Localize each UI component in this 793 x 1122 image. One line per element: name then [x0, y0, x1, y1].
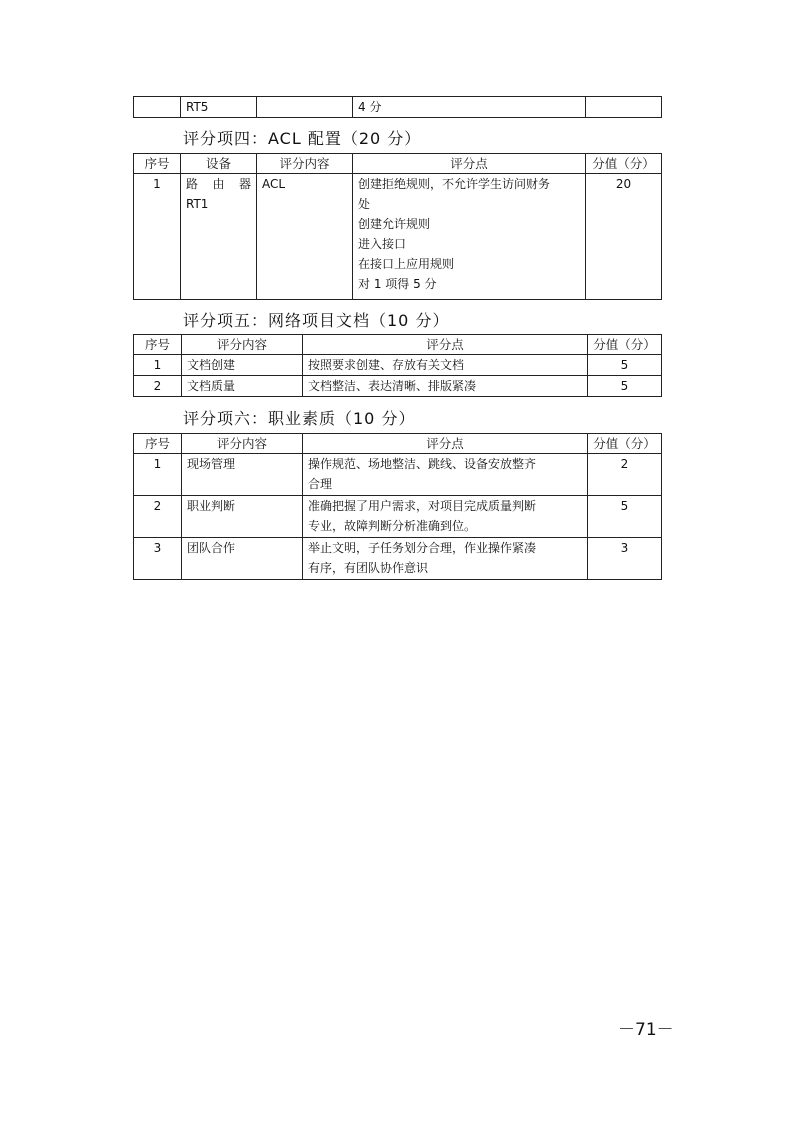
cell-no	[134, 97, 181, 118]
cell-content: 文档创建	[182, 355, 303, 376]
table-professionalism	[133, 433, 662, 580]
cell-content: 职业判断	[182, 496, 303, 538]
section4-heading: 评分项四：ACL 配置（20 分）	[183, 129, 422, 148]
cell-device	[181, 174, 257, 300]
table-acl	[133, 153, 662, 300]
header-score: 分值（分）	[588, 335, 662, 355]
cell-no: 3	[134, 538, 182, 580]
cell-score: 5	[588, 355, 662, 376]
table-row	[134, 97, 662, 118]
cell-score: 3	[588, 538, 662, 580]
table-header-row	[134, 335, 662, 355]
section5-heading: 评分项五：网络项目文档（10 分）	[183, 311, 450, 330]
cell-points: 操作规范、场地整洁、跳线、设备安放整齐 合理	[303, 454, 588, 496]
table-continuation	[133, 96, 662, 118]
cell-content: 团队合作	[182, 538, 303, 580]
header-no: 序号	[134, 335, 182, 355]
cell-score: 5	[588, 496, 662, 538]
cell-points: 4 分	[353, 97, 586, 118]
header-points: 评分点	[303, 434, 588, 454]
header-points: 评分点	[353, 154, 586, 174]
cell-device: RT5	[181, 97, 257, 118]
table-row	[134, 538, 662, 580]
header-content: 评分内容	[182, 335, 303, 355]
header-score: 分值（分）	[586, 154, 662, 174]
cell-points: 举止文明，子任务划分合理，作业操作紧凑 有序，有团队协作意识	[303, 538, 588, 580]
cell-points: 准确把握了用户需求，对项目完成质量判断 专业，故障判断分析准确到位。	[303, 496, 588, 538]
table-header-row	[134, 154, 662, 174]
section6-heading: 评分项六：职业素质（10 分）	[183, 409, 416, 428]
cell-score: 20	[586, 174, 662, 300]
cell-no: 1	[134, 454, 182, 496]
table-documentation	[133, 334, 662, 397]
device-label: 路 由 器	[186, 177, 251, 191]
header-no: 序号	[134, 434, 182, 454]
table-row	[134, 454, 662, 496]
table-row	[134, 355, 662, 376]
cell-score	[586, 97, 662, 118]
cell-no: 1	[134, 174, 181, 300]
table-row	[134, 496, 662, 538]
page-number: －71－	[618, 1020, 674, 1040]
table-header-row	[134, 434, 662, 454]
cell-no: 2	[134, 496, 182, 538]
device-name: RT1	[186, 197, 209, 211]
cell-points: 文档整洁、表达清晰、排版紧凑	[303, 376, 588, 397]
cell-score: 2	[588, 454, 662, 496]
header-content: 评分内容	[257, 154, 353, 174]
cell-points: 按照要求创建、存放有关文档	[303, 355, 588, 376]
table-row	[134, 376, 662, 397]
header-device: 设备	[181, 154, 257, 174]
cell-content: 文档质量	[182, 376, 303, 397]
cell-content: ACL	[257, 174, 353, 300]
header-points: 评分点	[303, 335, 588, 355]
header-score: 分值（分）	[588, 434, 662, 454]
cell-score: 5	[588, 376, 662, 397]
cell-content: 现场管理	[182, 454, 303, 496]
header-no: 序号	[134, 154, 181, 174]
cell-no: 1	[134, 355, 182, 376]
cell-content	[257, 97, 353, 118]
cell-no: 2	[134, 376, 182, 397]
table-row	[134, 174, 662, 300]
cell-points: 创建拒绝规则，不允许学生访问财务 处 创建允许规则 进入接口 在接口上应用规则 对 1 项得 5 分	[353, 174, 586, 300]
header-content: 评分内容	[182, 434, 303, 454]
